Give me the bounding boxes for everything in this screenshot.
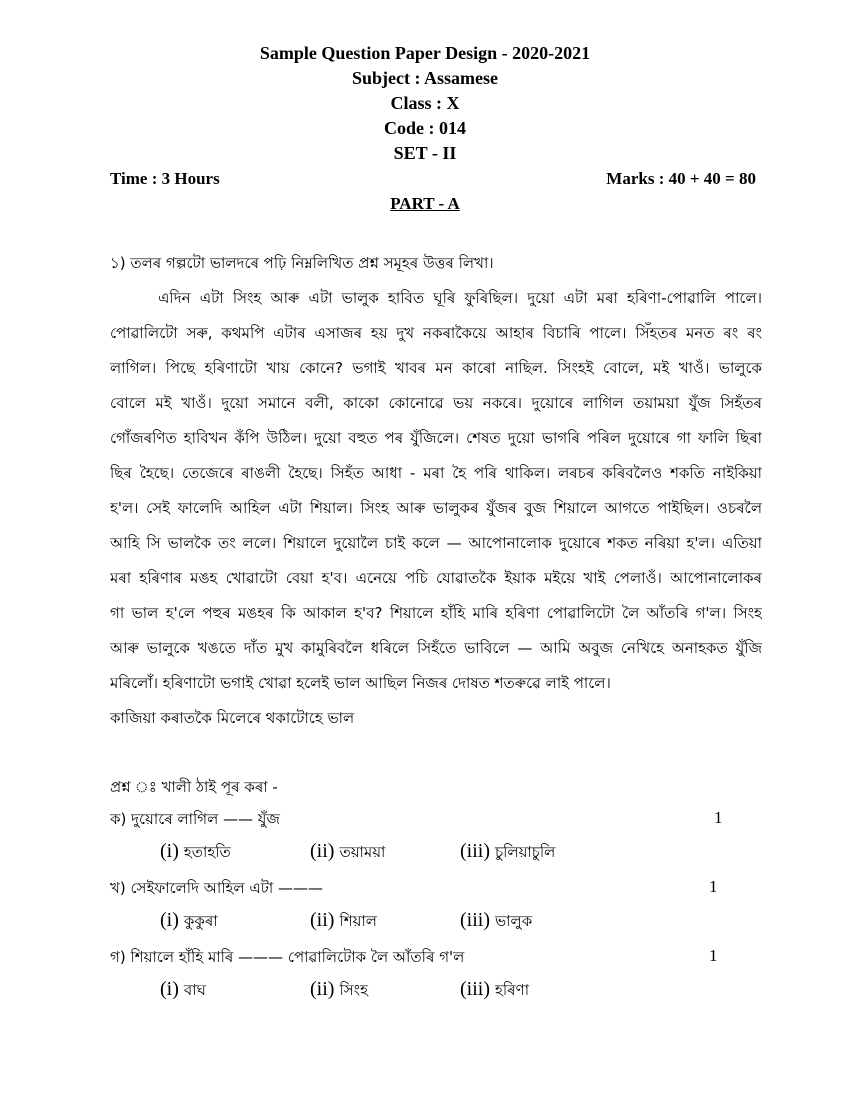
option-text: সিংহ <box>339 981 368 999</box>
answer-option <box>310 840 385 866</box>
passage-line: মৰিলোঁ। হৰিণাটো ভগাই খোৱা হলেই ভাল আছিল নিজৰ দোষত শতৰুৱে লাই পালে। <box>110 674 611 692</box>
paper-title: Sample Question Paper Design - 2020-2021 <box>259 43 591 63</box>
passage-moral: কাজিয়া কৰাতকৈ মিলেৰে থকাটোহে ভাল <box>110 709 355 727</box>
option-number: (iii) <box>460 840 490 862</box>
option-number: (iii) <box>460 978 490 1000</box>
passage-line: মৰা হৰিণাৰ মঙহ খোৱাটো বেয়া হ'ব। এনেয়ে পচি যোৱাতকৈ ইয়াক মইয়ে খাই পেলাওঁ। আপোনালোকৰ <box>110 569 762 587</box>
passage-line: এদিন এটা সিংহ আৰু এটা ভালুক হাবিত ঘূৰি ফুৰিছিল। দুয়ো এটা মৰা হৰিণা-পোৱালি পালে। <box>158 289 762 307</box>
question-item: গ) শিয়ালে হাঁহি মাৰি ——— পোৱালিটোক লৈ আঁতৰি গ'ল <box>110 948 465 966</box>
part-heading: PART - A <box>390 194 460 213</box>
option-text: তয়াময়া <box>339 843 386 861</box>
option-text: কুকুৰা <box>183 912 218 930</box>
answer-option <box>460 909 532 935</box>
option-number: (iii) <box>460 909 490 931</box>
answer-option <box>160 840 231 866</box>
option-text: হতাহতি <box>183 843 231 861</box>
option-number: (i) <box>160 978 179 1000</box>
passage-line: পোৱালিটো সৰু, কথমপি এটাৰ এসাজৰ হয় দুখ নকৰাকৈয়ে আহাৰ বিচাৰি পালে। সিঁহতৰ মনত ৰং ৰং <box>110 324 762 342</box>
answer-option <box>460 840 555 866</box>
option-text: চুলিয়াচুলি <box>495 843 556 861</box>
passage-line: ছিৰ হৈছে। তেজেৰে ৰাঙলী হৈছে। সিহঁত আধা - মৰা হৈ পৰি থাকিল। লৰচৰ কৰিবলৈও শকতি নাইকিয়া <box>110 464 762 482</box>
option-text: হৰিণা <box>495 981 530 999</box>
answer-option <box>310 978 368 1004</box>
answer-option <box>160 909 218 935</box>
passage-line: আৰু ভালুকে খঙতে দাঁত মুখ কামুৰিবলৈ ধৰিলে সিহঁতে ভাবিলে — আমি অবুজ নেখিহে অনাহকত যুঁজি <box>110 639 762 657</box>
passage-line: লাগিল। পিছে হৰিণাটো খায় কোনে? ভগাই খাবৰ মন কাৰো নাছিল. সিংহই বোলে, মই খাওঁ। ভালুকে <box>110 359 762 377</box>
option-text: শিয়াল <box>339 912 377 930</box>
option-text: বাঘ <box>183 981 206 999</box>
passage-line: আহি সি ভালকৈ তং ললে। শিয়ালে দুয়োলৈ চাই কলে — আপোনালোক দুয়োৰে শকত নৰিয়া হ'ল। এতিয়া <box>110 534 762 552</box>
time-label: Time : 3 Hours <box>110 169 220 188</box>
marks-label: Marks : 40 + 40 = 80 <box>606 169 756 188</box>
option-text: ভালুক <box>495 912 533 930</box>
question-instruction: ১) তলৰ গল্পটো ভালদৰে পঢ়ি নিম্নলিখিত প্ৰশ্ন সমূহৰ উত্তৰ লিখা। <box>110 254 494 272</box>
passage-line: গা ভাল হ'লে পহুৰ মঙহৰ কি আকাল হ'ব? শিয়ালে হাঁহি মাৰি হৰিণা পোৱালিটো লৈ আঁতৰি গ'ল। সিংহ <box>110 604 762 622</box>
passage-line: হ'ল। সেই ফালেদি আহিল এটা শিয়াল। সিংহ আৰু ভালুকৰ যুঁজৰ বুজ শিয়ালে আগতে পাইছিল। ওচৰলৈ <box>110 499 762 517</box>
passage-line: বোলে মই খাওঁ। দুয়ো সমানে বলী, কাকো কোনোৱে ভয় নকৰে। দুয়োৰে লাগিল তয়াময়া যুঁজ সিহঁতৰ <box>110 394 762 412</box>
question-item: ক) দুয়োৰে লাগিল —— যুঁজ <box>110 810 280 828</box>
answer-option <box>310 909 377 935</box>
option-number: (ii) <box>310 978 335 1000</box>
code-line: Code : 014 <box>384 118 466 138</box>
option-number: (i) <box>160 909 179 931</box>
option-number: (ii) <box>310 840 335 862</box>
question-item: খ) সেইফালেদি আহিল এটা ——— <box>110 879 324 897</box>
option-number: (i) <box>160 840 179 862</box>
answer-option <box>460 978 529 1004</box>
subject-line: Subject : Assamese <box>352 68 498 88</box>
question-marks: 1 <box>714 808 723 827</box>
set-line: SET - II <box>393 143 457 163</box>
passage-line: গোঁজৰণিত হাবিখন কঁপি উঠিল। দুয়ো বহুত পৰ যুঁজিলে। শেষত দুয়ো ভাগৰি পৰিল দুয়োৰে গা ফালি ছিৰা <box>110 429 762 447</box>
question-marks: 1 <box>709 877 718 896</box>
class-line: Class : X <box>390 93 460 113</box>
answer-option <box>160 978 206 1004</box>
fill-blanks-prompt: প্ৰশ্ন ঃ খালী ঠাই পূৰ কৰা - <box>110 778 278 796</box>
question-marks: 1 <box>709 946 718 965</box>
option-number: (ii) <box>310 909 335 931</box>
